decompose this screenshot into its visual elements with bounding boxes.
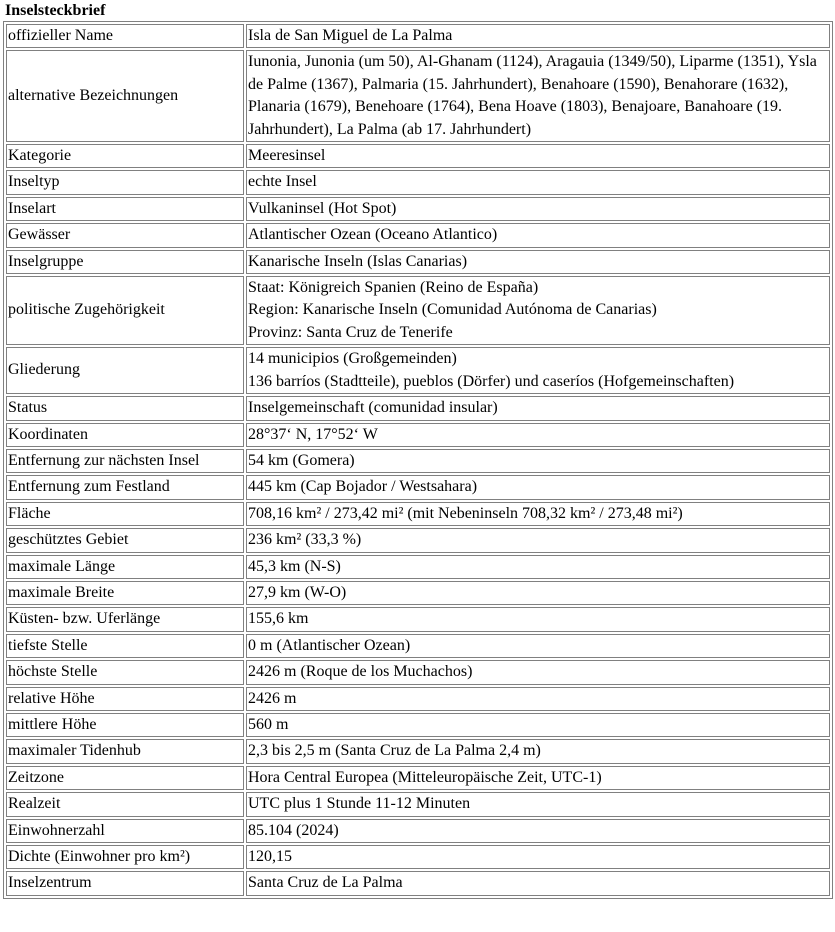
row-value-line: 14 municipios (Großgemeinden) xyxy=(248,350,457,368)
row-label: politische Zugehörigkeit xyxy=(6,276,244,345)
row-value-line: Atlantischer Ozean (Oceano Atlantico) xyxy=(248,226,498,244)
row-value xyxy=(246,276,830,345)
row-value xyxy=(246,845,830,869)
row-value-line: Inselgemeinschaft (comunidad insular) xyxy=(248,399,498,417)
row-value-line: 0 m (Atlantischer Ozean) xyxy=(248,636,411,654)
table-row xyxy=(6,170,830,194)
row-value-line: 155,6 km xyxy=(248,610,309,628)
row-label: Dichte (Einwohner pro km²) xyxy=(6,845,244,869)
table-row xyxy=(6,687,830,711)
row-label: Realzeit xyxy=(6,792,244,816)
row-label: mittlere Höhe xyxy=(6,713,244,737)
table-row xyxy=(6,739,830,763)
row-value xyxy=(246,347,830,394)
row-value xyxy=(246,660,830,684)
row-value xyxy=(246,819,830,843)
row-value-line: 445 km (Cap Bojador / Westsahara) xyxy=(248,478,478,496)
table-row xyxy=(6,845,830,869)
table-caption: Inselsteckbrief xyxy=(5,2,106,19)
row-label: alternative Bezeichnungen xyxy=(6,50,244,142)
row-value-line: echte Insel xyxy=(248,173,317,191)
table-body xyxy=(6,24,830,896)
row-value xyxy=(246,528,830,552)
row-value-line: 28°37‘ N, 17°52‘ W xyxy=(248,425,378,443)
row-value-line: 54 km (Gomera) xyxy=(248,451,355,469)
row-label: Inselgruppe xyxy=(6,250,244,274)
row-value-line: 120,15 xyxy=(248,848,292,865)
table-row xyxy=(6,396,830,420)
row-label: Gliederung xyxy=(6,347,244,394)
row-value xyxy=(246,250,830,274)
table-row xyxy=(6,347,830,394)
row-value xyxy=(246,607,830,631)
row-value xyxy=(246,170,830,194)
row-label: Kategorie xyxy=(6,144,244,168)
row-value xyxy=(246,449,830,473)
row-value xyxy=(246,581,830,605)
row-value xyxy=(246,24,830,48)
row-value-line: 85.104 (2024) xyxy=(248,821,339,839)
row-label: Status xyxy=(6,396,244,420)
table-row xyxy=(6,792,830,816)
row-value-line: 560 m xyxy=(248,715,289,733)
row-value xyxy=(246,502,830,526)
row-label: Koordinaten xyxy=(6,423,244,447)
row-label: Zeitzone xyxy=(6,766,244,790)
island-profile-table xyxy=(3,21,833,899)
row-value xyxy=(246,634,830,658)
row-label: Fläche xyxy=(6,502,244,526)
row-value xyxy=(246,713,830,737)
table-row xyxy=(6,50,830,142)
table-row xyxy=(6,871,830,895)
table-row xyxy=(6,475,830,499)
row-value-line: 236 km² (33,3 %) xyxy=(248,531,362,549)
table-row xyxy=(6,223,830,247)
row-value-line: Staat: Königreich Spanien (Reino de España) xyxy=(248,279,539,297)
table-row xyxy=(6,581,830,605)
row-value xyxy=(246,871,830,895)
row-value xyxy=(246,766,830,790)
table-row xyxy=(6,24,830,48)
row-value-line: Meeresinsel xyxy=(248,147,326,165)
row-label: Inselzentrum xyxy=(6,871,244,895)
row-value-line: Hora Central Europea (Mitteleuropäische Zeit, UTC-1) xyxy=(248,768,602,786)
row-value xyxy=(246,475,830,499)
table-row xyxy=(6,423,830,447)
row-value-line: 708,16 km² / 273,42 mi² (mit Nebeninseln 708,32 km² / 273,48 mi²) xyxy=(248,504,683,522)
row-value xyxy=(246,197,830,221)
row-value-line: 2,3 bis 2,5 m (Santa Cruz de La Palma 2,4 m) xyxy=(248,742,541,760)
row-value xyxy=(246,423,830,447)
row-label: maximale Länge xyxy=(6,555,244,579)
table-row xyxy=(6,819,830,843)
row-value xyxy=(246,223,830,247)
table-row xyxy=(6,660,830,684)
table-row xyxy=(6,528,830,552)
row-value-line: Kanarische Inseln (Islas Canarias) xyxy=(248,252,468,270)
row-value-line: 27,9 km (W-O) xyxy=(248,583,347,601)
row-label: Entfernung zum Festland xyxy=(6,475,244,499)
table-row xyxy=(6,555,830,579)
row-label: höchste Stelle xyxy=(6,660,244,684)
table-row xyxy=(6,634,830,658)
row-label: geschütztes Gebiet xyxy=(6,528,244,552)
table-row xyxy=(6,449,830,473)
row-label: maximale Breite xyxy=(6,581,244,605)
row-label: Küsten- bzw. Uferlänge xyxy=(6,607,244,631)
row-value-line: 136 barríos (Stadtteile), pueblos (Dörfer) und caseríos (Hofgemeinschaften) xyxy=(248,372,735,390)
row-label: Gewässer xyxy=(6,223,244,247)
row-value-line: Region: Kanarische Inseln (Comunidad Autónoma de Canarias) xyxy=(248,301,657,319)
row-label: maximaler Tidenhub xyxy=(6,739,244,763)
row-value-line: Santa Cruz de La Palma xyxy=(248,874,403,892)
table-row xyxy=(6,197,830,221)
row-label: relative Höhe xyxy=(6,687,244,711)
row-label: Inselart xyxy=(6,197,244,221)
row-label: Entfernung zur nächsten Insel xyxy=(6,449,244,473)
row-value xyxy=(246,50,830,142)
row-value-line: UTC plus 1 Stunde 11-12 Minuten xyxy=(248,795,471,813)
row-value xyxy=(246,396,830,420)
row-value xyxy=(246,555,830,579)
row-value-line: Isla de San Miguel de La Palma xyxy=(248,27,453,44)
row-value-line: Provinz: Santa Cruz de Tenerife xyxy=(248,323,453,341)
row-value xyxy=(246,739,830,763)
row-value-line: Vulkaninsel (Hot Spot) xyxy=(248,199,397,217)
row-value-line: Iunonia, Junonia (um 50), Al-Ghanam (1124), Aragauia (1349/50), Liparme (1351), Ysla de Palme (1367), Palmaria (15. Jahrhundert), Benahoare (1590), Benahorare (1632), Planaria (1679), Benehoare (1764), Bena Hoave (1803), Benajoare, Banahoare (19. Jahrhundert), La Palma (ab 17. Jahrhundert) xyxy=(248,53,817,138)
row-value xyxy=(246,792,830,816)
row-label: Einwohnerzahl xyxy=(6,819,244,843)
table-row xyxy=(6,713,830,737)
table-row xyxy=(6,250,830,274)
table-row xyxy=(6,502,830,526)
table-row xyxy=(6,607,830,631)
table-row xyxy=(6,276,830,345)
row-label: tiefste Stelle xyxy=(6,634,244,658)
row-value xyxy=(246,144,830,168)
row-value-line: 2426 m (Roque de los Muchachos) xyxy=(248,663,473,681)
row-label: offizieller Name xyxy=(6,24,244,48)
table-row xyxy=(6,766,830,790)
row-value-line: 45,3 km (N-S) xyxy=(248,557,341,575)
row-value-line: 2426 m xyxy=(248,689,297,707)
row-value xyxy=(246,687,830,711)
table-row xyxy=(6,144,830,168)
row-label: Inseltyp xyxy=(6,170,244,194)
